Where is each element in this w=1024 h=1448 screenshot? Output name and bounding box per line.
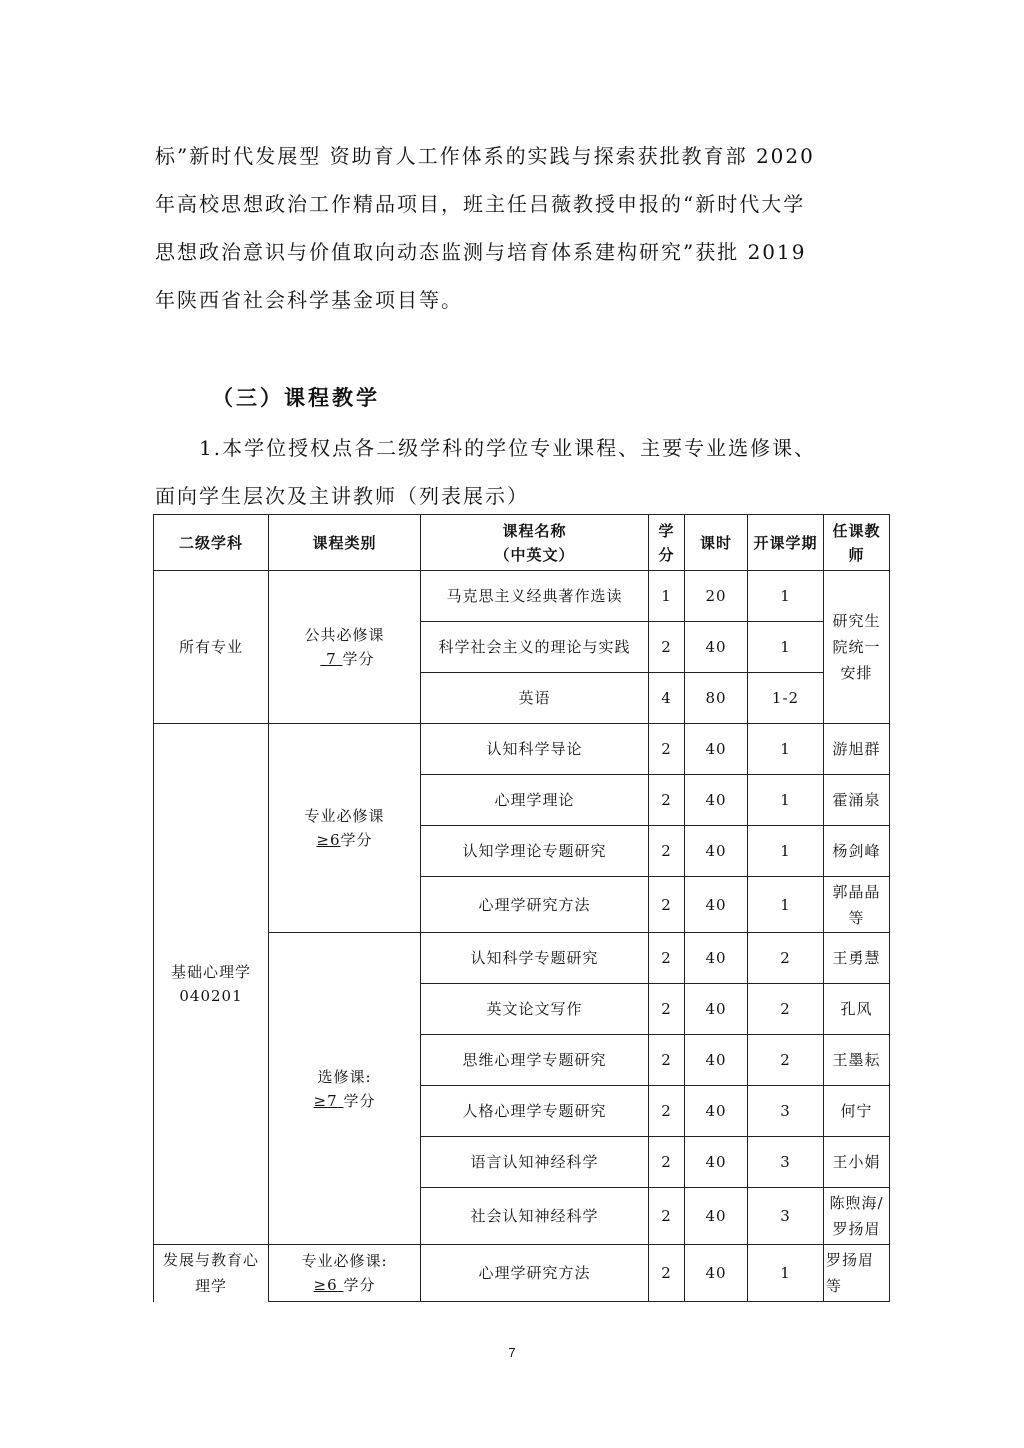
course-name-cell: 英文论文写作 <box>421 984 649 1035</box>
teacher-cell: 陈煦海/罗扬眉 <box>824 1188 890 1245</box>
credit-cell: 2 <box>649 622 685 673</box>
category-credits-line <box>271 647 418 671</box>
table-row <box>154 724 890 775</box>
category-credits-line <box>271 1273 418 1297</box>
header-category: 课程类别 <box>269 515 421 571</box>
header-credit-line: 学 <box>658 521 675 540</box>
credit-cell: 2 <box>649 1086 685 1137</box>
category-label: 公共必修课 <box>304 626 385 644</box>
category-cell <box>269 1245 421 1302</box>
table-row <box>154 571 890 622</box>
category-cell <box>269 571 421 724</box>
course-table <box>153 514 890 1302</box>
semester-cell: 2 <box>748 1035 824 1086</box>
header-course-name <box>421 515 649 571</box>
credit-cell: 2 <box>649 1245 685 1302</box>
category-label: 专业必修课 <box>304 807 385 825</box>
category-label: 选修课: <box>317 1067 372 1086</box>
course-name-cell: 语言认知神经科学 <box>421 1137 649 1188</box>
header-course-name-line: （中英文） <box>494 545 575 564</box>
header-course-name-line: 课程名称 <box>502 521 567 540</box>
semester-cell: 1-2 <box>748 673 824 724</box>
credit-cell: 4 <box>649 673 685 724</box>
paragraph-line: 标”新时代发展型 资助育人工作体系的实践与探索获批教育部 2020 <box>155 144 815 168</box>
category-credits: 7 <box>326 650 337 668</box>
credit-cell: 2 <box>649 933 685 984</box>
header-hours: 课时 <box>685 515 748 571</box>
paragraph-line: 思想政治意识与价值取向动态监测与培育体系建构研究”获批 2019 <box>155 240 807 264</box>
category-credits-line <box>271 1089 418 1113</box>
category-credits: ≥7 <box>313 1091 338 1110</box>
table-header-row <box>154 515 890 571</box>
semester-cell: 2 <box>748 933 824 984</box>
category-credit-unit: 学分 <box>343 1091 376 1110</box>
table-row <box>154 1245 890 1302</box>
semester-cell: 1 <box>748 877 824 933</box>
hours-cell: 40 <box>685 826 748 877</box>
category-credit-unit: 学分 <box>342 650 375 668</box>
teacher-cell: 研究生院统一安排 <box>824 571 890 724</box>
paragraph-line: 年陕西省社会科学基金项目等。 <box>155 288 463 312</box>
credit-cell: 2 <box>649 1137 685 1188</box>
category-credit-unit: 学分 <box>340 831 373 849</box>
hours-cell: 40 <box>685 1086 748 1137</box>
course-name-cell: 科学社会主义的理论与实践 <box>421 622 649 673</box>
teacher-cell: 王勇慧 <box>824 933 890 984</box>
course-name-cell: 认知学理论专题研究 <box>421 826 649 877</box>
semester-cell: 1 <box>748 775 824 826</box>
hours-cell: 80 <box>685 673 748 724</box>
teacher-cell: 何宁 <box>824 1086 890 1137</box>
semester-cell: 1 <box>748 622 824 673</box>
credit-cell: 2 <box>649 826 685 877</box>
intro-line: 面向学生层次及主讲教师（列表展示） <box>155 484 529 508</box>
credit-cell: 2 <box>649 984 685 1035</box>
hours-cell: 40 <box>685 984 748 1035</box>
category-cell <box>269 724 421 933</box>
discipline-code: 040201 <box>179 987 243 1005</box>
semester-cell: 3 <box>748 1137 824 1188</box>
hours-cell: 40 <box>685 1245 748 1302</box>
teacher-cell: 王小娟 <box>824 1137 890 1188</box>
course-name-cell: 马克思主义经典著作选读 <box>421 571 649 622</box>
section-heading: （三）课程教学 <box>212 386 380 410</box>
course-name-cell: 心理学研究方法 <box>421 877 649 933</box>
teacher-cell: 杨剑峰 <box>824 826 890 877</box>
semester-cell: 3 <box>748 1086 824 1137</box>
course-name-cell: 心理学研究方法 <box>421 1245 649 1302</box>
teacher-cell: 王墨耘 <box>824 1035 890 1086</box>
discipline-cell: 所有专业 <box>154 571 269 724</box>
header-semester: 开课学期 <box>748 515 824 571</box>
discipline-cell <box>154 724 269 1245</box>
teacher-cell: 游旭群 <box>824 724 890 775</box>
semester-cell: 1 <box>748 724 824 775</box>
category-label: 专业必修课: <box>301 1252 388 1270</box>
credit-cell: 2 <box>649 877 685 933</box>
course-name-cell: 认知科学导论 <box>421 724 649 775</box>
hours-cell: 40 <box>685 622 748 673</box>
hours-cell: 40 <box>685 1137 748 1188</box>
course-name-cell: 认知科学专题研究 <box>421 933 649 984</box>
credit-cell: 1 <box>649 571 685 622</box>
course-name-cell: 思维心理学专题研究 <box>421 1035 649 1086</box>
semester-cell: 1 <box>748 1245 824 1302</box>
discipline-cell: 发展与教育心理学 <box>154 1245 269 1302</box>
header-credit <box>649 515 685 571</box>
teacher-cell: 孔风 <box>824 984 890 1035</box>
intro-line: 1.本学位授权点各二级学科的学位专业课程、主要专业选修课、 <box>199 436 817 460</box>
category-cell <box>269 933 421 1245</box>
header-teacher <box>824 515 890 571</box>
course-name-cell: 英语 <box>421 673 649 724</box>
hours-cell: 40 <box>685 933 748 984</box>
discipline-name: 基础心理学 <box>170 963 251 981</box>
semester-cell: 1 <box>748 571 824 622</box>
credit-cell: 2 <box>649 1188 685 1245</box>
hours-cell: 20 <box>685 571 748 622</box>
teacher-cell: 郭晶晶等 <box>824 877 890 933</box>
credit-cell: 2 <box>649 775 685 826</box>
header-discipline: 二级学科 <box>154 515 269 571</box>
course-name-cell: 社会认知神经科学 <box>421 1188 649 1245</box>
credit-cell: 2 <box>649 724 685 775</box>
header-teacher-line: 任课教 <box>832 521 881 540</box>
category-credit-unit: 学分 <box>343 1276 376 1294</box>
hours-cell: 40 <box>685 1188 748 1245</box>
credit-cell: 2 <box>649 1035 685 1086</box>
header-credit-line: 分 <box>658 545 675 564</box>
teacher-cell: 罗扬眉等 <box>824 1245 890 1302</box>
hours-cell: 40 <box>685 775 748 826</box>
hours-cell: 40 <box>685 877 748 933</box>
header-teacher-line: 师 <box>848 545 865 564</box>
course-name-cell: 心理学理论 <box>421 775 649 826</box>
semester-cell: 1 <box>748 826 824 877</box>
hours-cell: 40 <box>685 724 748 775</box>
semester-cell: 2 <box>748 984 824 1035</box>
category-credits-line <box>271 828 418 852</box>
hours-cell: 40 <box>685 1035 748 1086</box>
semester-cell: 3 <box>748 1188 824 1245</box>
course-name-cell: 人格心理学专题研究 <box>421 1086 649 1137</box>
paragraph-line: 年高校思想政治工作精品项目，班主任吕薇教授申报的“新时代大学 <box>155 192 806 216</box>
category-credits: ≥6 <box>313 1276 338 1294</box>
category-credits: ≥6 <box>316 831 341 849</box>
teacher-cell: 霍涌泉 <box>824 775 890 826</box>
page-number: 7 <box>508 1345 516 1360</box>
